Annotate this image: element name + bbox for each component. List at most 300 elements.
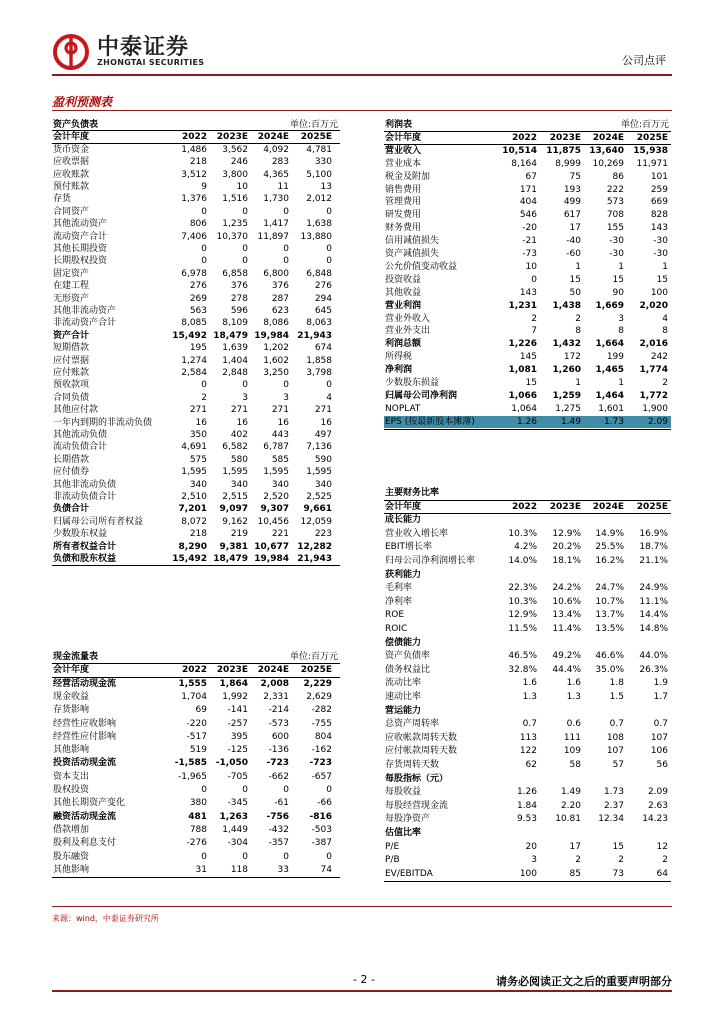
cell-value: 58 <box>569 760 581 770</box>
cell-value: 278 <box>230 293 248 304</box>
row-label: 应付帐款周转天数 <box>385 746 458 757</box>
cell-value: 1,595 <box>181 467 207 478</box>
cell-value: 7,406 <box>181 231 207 242</box>
cell-value: 1,066 <box>508 390 537 401</box>
row-label: 经营活动现金流 <box>53 678 117 689</box>
cell-value: 108 <box>606 732 624 743</box>
cell-value: 271 <box>189 405 207 416</box>
table-row <box>52 811 340 823</box>
table-row <box>52 169 340 181</box>
cell-value: 8,072 <box>181 516 207 527</box>
table-row <box>52 417 340 429</box>
cell-value: 1,664 <box>595 339 624 350</box>
cell-value: -30 <box>653 249 668 259</box>
cell-value: -657 <box>311 771 332 782</box>
cell-value: 0 <box>242 851 248 862</box>
cell-value: 90 <box>612 287 624 298</box>
cell-value: 0 <box>201 206 207 217</box>
table-row <box>52 268 340 280</box>
table-rule <box>384 429 671 430</box>
cell-value: -304 <box>227 838 248 849</box>
cell-value: 15 <box>612 841 624 852</box>
table-row <box>384 145 671 157</box>
table-row <box>384 759 671 771</box>
cell-value: -387 <box>311 838 332 849</box>
cell-value: 1.26 <box>516 416 537 427</box>
cell-value: 100 <box>650 287 668 298</box>
cell-value: 1,772 <box>639 390 668 401</box>
cell-value: -1,585 <box>174 758 207 769</box>
table-row <box>384 868 671 880</box>
cell-value: 111 <box>563 732 581 743</box>
cell-value: 67 <box>525 171 537 182</box>
cell-value: 13.4% <box>552 610 581 621</box>
cell-value: -60 <box>566 249 581 259</box>
unit-label: 单位:百万元 <box>289 652 338 662</box>
cell-value: 276 <box>189 281 207 292</box>
row-label: 归母公司净利润增长率 <box>385 556 476 566</box>
table-row <box>52 193 340 205</box>
cell-value: 546 <box>519 210 537 221</box>
cell-value: 0 <box>326 206 332 217</box>
cell-value: 1 <box>662 261 668 272</box>
cell-value: 1,864 <box>219 678 248 689</box>
cell-value: 402 <box>230 430 248 440</box>
table-row <box>52 691 340 703</box>
cell-value: 10,514 <box>502 145 537 156</box>
cell-value: 1 <box>618 261 624 272</box>
cell-value: 443 <box>271 430 289 440</box>
cell-value: 3 <box>531 855 537 866</box>
cell-value: 1,259 <box>552 390 581 401</box>
cell-value: 3,250 <box>263 368 289 378</box>
cell-value: 2,515 <box>222 492 248 502</box>
cell-value: 575 <box>189 454 207 465</box>
table-row <box>52 718 340 730</box>
table-row <box>52 404 340 416</box>
cell-value: 0 <box>201 380 207 391</box>
row-label: 其他非流动负债 <box>53 479 117 490</box>
table-row <box>384 827 671 839</box>
row-label: 一年内到期的非流动负债 <box>53 417 153 428</box>
table-row <box>52 553 340 565</box>
document-type: 公司点评 <box>622 54 666 67</box>
cell-value: 22.3% <box>508 583 537 594</box>
row-label: EPS (按最新股本摊薄) <box>385 416 475 427</box>
table-row <box>52 392 340 404</box>
row-label: 估值比率 <box>385 828 422 838</box>
cell-value: 219 <box>230 529 248 540</box>
row-label: 会计年度 <box>53 132 90 143</box>
row-label: 经营性应付影响 <box>53 731 117 742</box>
row-label: 信用减值损失 <box>385 236 440 247</box>
cell-value: 1,465 <box>595 365 624 376</box>
table-row <box>384 416 671 428</box>
row-label: 融资活动现金流 <box>53 811 117 822</box>
cell-value: 519 <box>189 745 207 756</box>
cell-value: 13.5% <box>595 624 624 634</box>
cell-value: 1.26 <box>516 787 537 798</box>
cell-value: 4,781 <box>306 144 332 155</box>
cell-value: 12.9% <box>552 528 581 539</box>
row-label: 长期借款 <box>53 454 90 465</box>
row-label: 其他流动资产 <box>53 219 108 230</box>
cell-value: 4.2% <box>514 542 537 553</box>
table-row <box>384 664 671 676</box>
row-label: 预付账款 <box>53 182 90 192</box>
cell-value: 3 <box>242 392 248 403</box>
cell-value: -756 <box>266 811 289 822</box>
cell-value: 62 <box>525 760 537 770</box>
cell-value: 2024E <box>592 132 624 143</box>
cell-value: 2022 <box>181 132 207 143</box>
cell-value: 10,370 <box>216 231 248 242</box>
cell-value: -40 <box>566 236 581 247</box>
cell-value: -705 <box>227 771 248 782</box>
table-row <box>52 255 340 267</box>
table-row <box>52 454 340 466</box>
row-label: 每股净资产 <box>385 814 431 825</box>
cell-value: 2025E <box>636 132 668 143</box>
cell-value: 31 <box>195 864 207 875</box>
cell-value: 145 <box>519 352 537 363</box>
cell-value: 15 <box>525 378 537 388</box>
row-label: 股权投资 <box>53 785 90 795</box>
cell-value: 340 <box>230 479 248 490</box>
cell-value: 2023E <box>549 132 581 143</box>
table-row <box>384 813 671 825</box>
cell-value: 101 <box>650 171 668 182</box>
cell-value: 0 <box>283 256 289 267</box>
cell-value: 1,235 <box>222 219 248 230</box>
cell-value: 0 <box>283 851 289 862</box>
cash-flow-table <box>52 651 340 891</box>
cell-value: 113 <box>519 732 537 743</box>
cell-value: 2,629 <box>306 691 332 702</box>
cell-value: 1,774 <box>639 365 668 376</box>
row-label: 利润总额 <box>385 339 422 350</box>
cell-value: 13.7% <box>595 610 624 621</box>
cell-value: 1,432 <box>552 339 581 350</box>
cell-value: -816 <box>309 811 332 822</box>
table-row <box>384 274 671 286</box>
table-row <box>52 479 340 491</box>
table-row <box>384 364 671 376</box>
cell-value: 1.73 <box>603 416 624 427</box>
cell-value: -1,965 <box>177 771 207 782</box>
table-row <box>52 824 340 836</box>
row-label: 流动资产合计 <box>53 231 108 242</box>
cell-value: 74 <box>320 864 332 875</box>
cell-value: 21,943 <box>297 330 332 341</box>
cell-value: 1,730 <box>263 194 289 205</box>
cell-value: 14.8% <box>639 624 668 634</box>
cell-value: -66 <box>317 798 332 809</box>
table-row <box>52 342 340 354</box>
cell-value: 242 <box>650 352 668 363</box>
cell-value: 32.8% <box>508 664 537 675</box>
cell-value: 223 <box>314 529 332 540</box>
cell-value: 171 <box>519 184 537 195</box>
cell-value: 3 <box>283 392 289 403</box>
table-header-row <box>52 131 340 143</box>
cell-value: 330 <box>314 157 332 168</box>
cell-value: 376 <box>271 281 289 292</box>
cell-value: 15 <box>612 274 624 285</box>
table-row <box>384 705 671 717</box>
cell-value: 26.3% <box>639 664 668 675</box>
row-label: 所有者权益合计 <box>53 541 117 552</box>
cell-value: 44.4% <box>552 664 581 675</box>
cell-value: 674 <box>314 343 332 354</box>
cell-value: -723 <box>266 758 289 769</box>
cell-value: 4,365 <box>263 169 289 180</box>
table-row <box>52 144 340 156</box>
cell-value: 9,162 <box>222 516 248 527</box>
cell-value: 2025E <box>636 501 668 512</box>
cell-value: 0 <box>201 244 207 254</box>
cell-value: 1,081 <box>508 365 537 376</box>
cell-value: 8 <box>662 326 668 337</box>
row-label: 毛利率 <box>385 583 413 594</box>
cell-value: 0 <box>326 244 332 254</box>
cell-value: 0 <box>242 256 248 267</box>
cell-value: 3,800 <box>222 169 248 180</box>
table-row <box>384 677 671 689</box>
cell-value: 0.7 <box>609 719 624 730</box>
cell-value: 600 <box>271 731 289 742</box>
cell-value: 57 <box>612 760 624 770</box>
cell-value: 8,086 <box>263 318 289 329</box>
cell-value: 0 <box>326 785 332 795</box>
table-row <box>52 243 340 255</box>
footer-divider <box>52 906 672 907</box>
table-header-row <box>384 132 671 144</box>
cell-value: 1,464 <box>595 390 624 401</box>
brand-name-en: ZHONGTAI SECURITIES <box>97 58 205 67</box>
cell-value: 9,661 <box>303 504 332 515</box>
table-header-row <box>384 501 671 513</box>
row-label: 营业外支出 <box>385 326 431 337</box>
cell-value: 2,008 <box>260 678 289 689</box>
row-label: 营运能力 <box>385 705 422 716</box>
cell-value: 404 <box>519 197 537 208</box>
cell-value: 1 <box>618 378 624 388</box>
table-title: 利润表 <box>385 120 413 130</box>
cell-value: 15,938 <box>633 145 668 156</box>
cell-value: 24.7% <box>595 583 624 594</box>
cell-value: 1,449 <box>222 824 248 835</box>
table-row <box>384 222 671 234</box>
row-label: ROE <box>385 610 405 621</box>
cell-value: 7,136 <box>306 442 332 453</box>
cell-value: 2023E <box>216 665 248 676</box>
cell-value: 193 <box>563 184 581 195</box>
cell-value: -357 <box>268 838 289 849</box>
row-label: 应付票据 <box>53 355 90 366</box>
row-label: NOPLAT <box>385 403 421 414</box>
section-divider <box>52 110 672 111</box>
table-row <box>52 367 340 379</box>
row-label: 固定资产 <box>53 268 90 279</box>
cell-value: 1,858 <box>306 355 332 366</box>
cell-value: 6,582 <box>222 442 248 453</box>
cell-value: 340 <box>314 479 332 490</box>
cell-value: 1,064 <box>511 403 537 414</box>
table-row <box>52 156 340 168</box>
cell-value: 1,274 <box>181 355 207 366</box>
cell-value: 269 <box>189 293 207 304</box>
table-row <box>384 325 671 337</box>
cell-value: 1,595 <box>263 467 289 478</box>
cell-value: 271 <box>271 405 289 416</box>
bottom-divider <box>52 990 672 992</box>
row-label: 管理费用 <box>385 197 422 208</box>
row-label: 所得税 <box>385 352 413 363</box>
table-row <box>52 181 340 193</box>
cell-value: 395 <box>230 731 248 742</box>
row-label: 获利能力 <box>385 569 422 580</box>
cell-value: 10.3% <box>508 596 537 607</box>
cell-value: 18.1% <box>552 556 581 566</box>
row-label: 研发费用 <box>385 210 422 221</box>
cell-value: 75 <box>569 171 581 182</box>
row-label: 每股指标（元） <box>385 773 449 784</box>
cell-value: 6,800 <box>263 268 289 279</box>
row-label: 应付账款 <box>53 368 90 378</box>
income-statement-table <box>384 119 671 479</box>
table-row <box>384 609 671 621</box>
table-rule <box>52 565 340 566</box>
cell-value: -141 <box>227 705 248 716</box>
table-row <box>384 786 671 798</box>
cell-value: 3,798 <box>306 368 332 378</box>
cell-value: 283 <box>271 157 289 168</box>
cell-value: 4 <box>326 392 332 403</box>
cell-value: -162 <box>311 745 332 756</box>
table-row <box>384 514 671 526</box>
cell-value: 6,787 <box>263 442 289 453</box>
row-label: 流动负债合计 <box>53 442 108 453</box>
table-row <box>384 184 671 196</box>
cell-value: 2,525 <box>306 492 332 502</box>
row-label: 投资活动现金流 <box>53 758 117 769</box>
cell-value: 106 <box>650 746 668 757</box>
cell-value: 10.3% <box>508 528 537 539</box>
cell-value: 11.1% <box>639 596 668 607</box>
header-divider <box>52 74 672 76</box>
cell-value: 645 <box>314 306 332 316</box>
cell-value: 20 <box>525 841 537 852</box>
row-label: 现金收益 <box>53 691 90 702</box>
unit-label: 单位:百万元 <box>289 120 338 130</box>
cell-value: 2,016 <box>639 339 668 350</box>
table-row <box>52 784 340 796</box>
cell-value: 24.2% <box>552 583 581 594</box>
cell-value: 18.7% <box>639 542 668 553</box>
row-label: 税金及附加 <box>385 171 431 182</box>
cell-value: 4,092 <box>263 144 289 155</box>
table-row <box>52 528 340 540</box>
row-label: 营业收入 <box>385 145 422 156</box>
cell-value: 1.49 <box>560 416 581 427</box>
row-label: 货币资金 <box>53 144 90 155</box>
cell-value: 222 <box>606 184 624 195</box>
row-label: 净利润 <box>385 365 413 376</box>
row-label: 销售费用 <box>385 184 422 195</box>
cell-value: 669 <box>650 197 668 208</box>
cell-value: -73 <box>522 249 537 259</box>
table-row <box>384 691 671 703</box>
row-label: 负债合计 <box>53 504 90 515</box>
section-title: 盈利预测表 <box>52 95 113 109</box>
table-row <box>384 596 671 608</box>
cell-value: -1,050 <box>215 758 248 769</box>
row-label: 财务费用 <box>385 223 422 234</box>
cell-value: 25.5% <box>595 542 624 553</box>
table-row <box>384 854 671 866</box>
cell-value: 0 <box>326 380 332 391</box>
cell-value: 12,059 <box>300 516 332 527</box>
table-rule <box>52 877 340 878</box>
cell-value: 14.4% <box>639 610 668 621</box>
cell-value: 804 <box>314 731 332 742</box>
row-label: P/E <box>385 841 400 852</box>
cell-value: 271 <box>314 405 332 416</box>
table-row <box>384 158 671 170</box>
cell-value: 13 <box>320 182 332 192</box>
cell-value: 14.0% <box>508 556 537 566</box>
disclaimer-text: 请务必阅读正文之后的重要声明部分 <box>496 975 672 988</box>
financial-ratios-table <box>384 487 671 887</box>
table-header-row <box>52 664 340 676</box>
cell-value: 9.53 <box>516 814 537 825</box>
cell-value: 2024E <box>257 665 289 676</box>
cell-value: 2022 <box>511 132 537 143</box>
cell-value: 11,897 <box>257 231 289 242</box>
row-label: 非流动资产合计 <box>53 318 117 329</box>
table-title-row <box>52 651 340 663</box>
cell-value: 1.3 <box>522 692 537 702</box>
row-label: 长期股权投资 <box>53 256 108 267</box>
row-label: 会计年度 <box>385 501 422 512</box>
cell-value: 271 <box>230 405 248 416</box>
cell-value: 107 <box>606 746 624 757</box>
cell-value: 0.6 <box>566 719 581 730</box>
cell-value: 155 <box>606 223 624 234</box>
cell-value: 195 <box>189 343 207 354</box>
cell-value: 1,555 <box>178 678 207 689</box>
cell-value: 1,992 <box>222 691 248 702</box>
cell-value: 18,479 <box>213 330 248 341</box>
row-label: 短期借款 <box>53 343 90 354</box>
cell-value: 56 <box>656 760 668 770</box>
row-label: 会计年度 <box>385 132 422 143</box>
cell-value: 0 <box>283 244 289 254</box>
row-label: 经营性应收影响 <box>53 718 117 729</box>
cell-value: -662 <box>268 771 289 782</box>
cell-value: 1.9 <box>653 678 668 689</box>
cell-value: 2025E <box>300 132 332 143</box>
cell-value: 13,880 <box>300 231 332 242</box>
row-label: 其他收益 <box>385 287 422 298</box>
cell-value: 1,595 <box>222 467 248 478</box>
cell-value: 590 <box>314 454 332 465</box>
cell-value: 806 <box>189 219 207 230</box>
table-row <box>52 541 340 553</box>
cell-value: 1,516 <box>222 194 248 205</box>
cell-value: 9,307 <box>260 504 289 515</box>
